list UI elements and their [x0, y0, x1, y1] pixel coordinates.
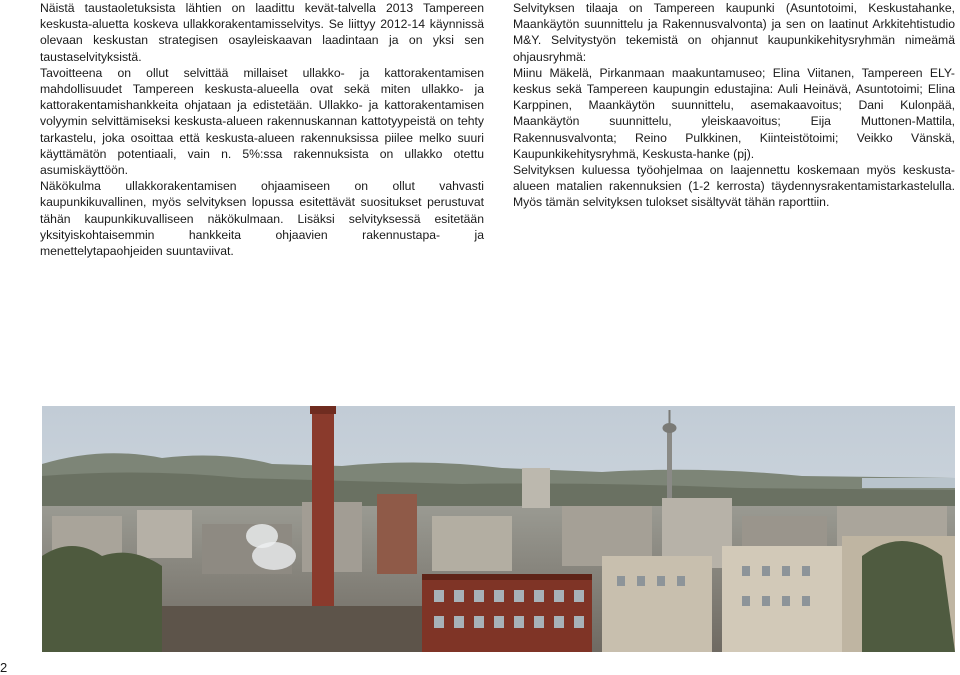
tampere-cityscape-photo [42, 406, 955, 652]
steering-group-paragraph: Miinu Mäkelä, Pirkanmaan maakuntamuseo; Elina Viitanen, Tampereen ELY-keskus sekä Tampereen kaupungin edustajina: Auli Heinävä, Asuntotoimi; Elina Karppinen, Maankäytön suunnittelu, asemakaavoitus; Dani Kulonpää, Maankäytön suunnittelu, yleiskaavoitus; Eija Muttonen-Mattila, Rakennusvalvonta; Reino Pulkkinen, Kiinteistötoimi; Veikko Vänskä, Kaupunkikehitysryhmä, Keskusta-hanke (pj). [513, 65, 955, 161]
goal-paragraph: Tavoitteena on ollut selvittää millaiset ullakko- ja kattorakentamisen mahdollisuudet Tampereen keskusta-alueella ovat sekä miten ullakko- ja kattorakentamishankkeita ohjataan ja edistetään. Ullakko- ja kattorakentamisen volyymin selvittämiseksi keskusta-alueen rakennuskannan kattotyypeistä on tehty tarkastelu, joka osoittaa että keskusta-alueen rakennuksissa piilee melko suuri käyttämätön potentiaali, vain n. 5%:ssa rakennuksista on ullakko otettu asumiskäyttöön. [40, 65, 484, 178]
viewpoint-paragraph: Näkökulma ullakkorakentamisen ohjaamiseen on ollut vahvasti kaupunkikuvallinen, myös selvityksen lopussa esitettävät suositukset perustuvat tähän kaupunkikuvalliseen näkökulmaan. Lisäksi selvityksessä esitetään yksityiskohtaisemmin hankkeita ohjaavien rakennustapa- ja menettelytapaohjeiden suuntaviivat. [40, 179, 484, 259]
page-number: 2 [0, 660, 8, 675]
left-text-column [40, 0, 484, 259]
intro-paragraph: Näistä taustaoletuksista lähtien on laadittu kevät-talvella 2013 Tampereen keskusta-aluetta koskeva ullakkorakentamisselvitys. Se liittyy 2012-14 käynnissä olevaan keskustan strategisen osayleiskaavan laadintaan ja on yksi sen taustaselvityksistä. [40, 1, 484, 64]
client-paragraph: Selvityksen tilaaja on Tampereen kaupunki (Asuntotoimi, Keskustahanke, Maankäytön suunnittelu ja Rakennusvalvonta) ja sen on laatinut Arkkitehtistudio M&Y. Selvitystyön tekemistä on ohjannut kaupunkikehitysryhmän nimeämä ohjausryhmä: [513, 1, 955, 64]
scope-paragraph: Selvityksen kuluessa työohjelmaa on laajennettu koskemaan myös keskusta-alueen matalien rakennuksien (1-2 kerrosta) täydennysrakentamistarkastelulla. Myös tämän selvityksen tulokset sisältyvät tähän raporttiin. [513, 163, 955, 210]
right-text-column [513, 0, 955, 211]
